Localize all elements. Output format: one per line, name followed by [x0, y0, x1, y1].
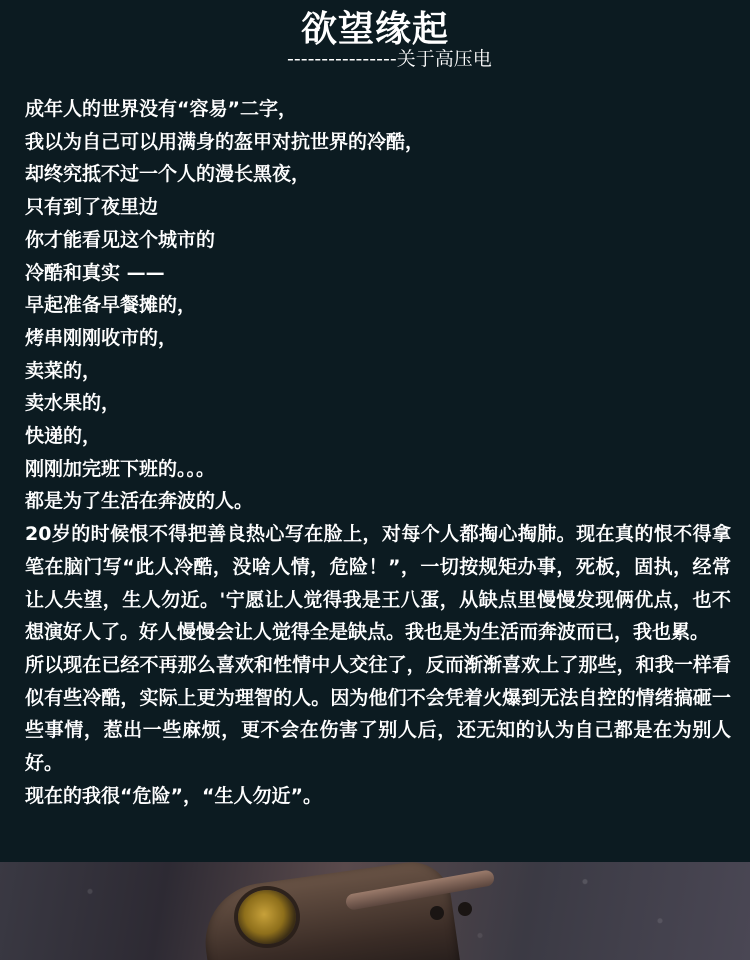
body-line: 卖菜的，: [25, 359, 102, 382]
body-paragraph: 所以现在已经不再那么喜欢和性情中人交往了，反而渐渐喜欢上了那些，和我一样看似有些冷酷，实际上更为理智的人。因为他们不会凭着火爆到无法自控的情绪搞砸一些事情，惹出一些麻烦，更不会在伤害了别人后，还无知的认为自己都是在为别人好。: [25, 653, 731, 775]
photo-hole: [458, 902, 472, 916]
body-line: 都是为了生活在奔波的人。: [25, 490, 254, 513]
body-line: 成年人的世界没有“容易”二字，: [25, 98, 297, 120]
bottom-photo: [0, 862, 750, 960]
body-line: 冷酷和真实 ——: [25, 261, 165, 284]
body-line: 你才能看见这个城市的: [25, 228, 216, 251]
body-line: 刚刚加完班下班的。。。: [25, 457, 216, 480]
body-line: 烤串刚刚收市的，: [25, 326, 178, 349]
body-line: 卖水果的，: [25, 392, 121, 415]
body-line: 却终究抵不过一个人的漫长黑夜，: [25, 163, 311, 186]
article-body: [25, 93, 731, 812]
body-line: 早起准备早餐摊的，: [25, 294, 197, 317]
article-title: 欲望缘起: [300, 9, 449, 50]
article-subtitle: ----------------关于高压电: [287, 48, 492, 70]
body-line: 只有到了夜里边: [25, 196, 159, 219]
closing-line: 现在的我很“危险”，“生人勿近”。: [25, 784, 322, 807]
photo-lens: [238, 890, 296, 944]
body-line: 快递的，: [25, 425, 102, 448]
body-paragraph: 20岁的时候恨不得把善良热心写在脸上，对每个人都掏心掏肺。现在真的恨不得拿笔在脑门写“此人冷酷，没啥人情，危险！”，一切按规矩办事，死板，固执，经常让人失望，生人勿近。'宁愿让人觉得我是王八蛋，从缺点里慢慢发现俩优点，也不想演好人了。好人慢慢会让人觉得全是缺点。我也是为生活而奔波而已，我也累。: [25, 523, 731, 644]
photo-hole: [430, 906, 444, 920]
body-line: 我以为自己可以用满身的盔甲对抗世界的冷酷，: [25, 130, 425, 153]
